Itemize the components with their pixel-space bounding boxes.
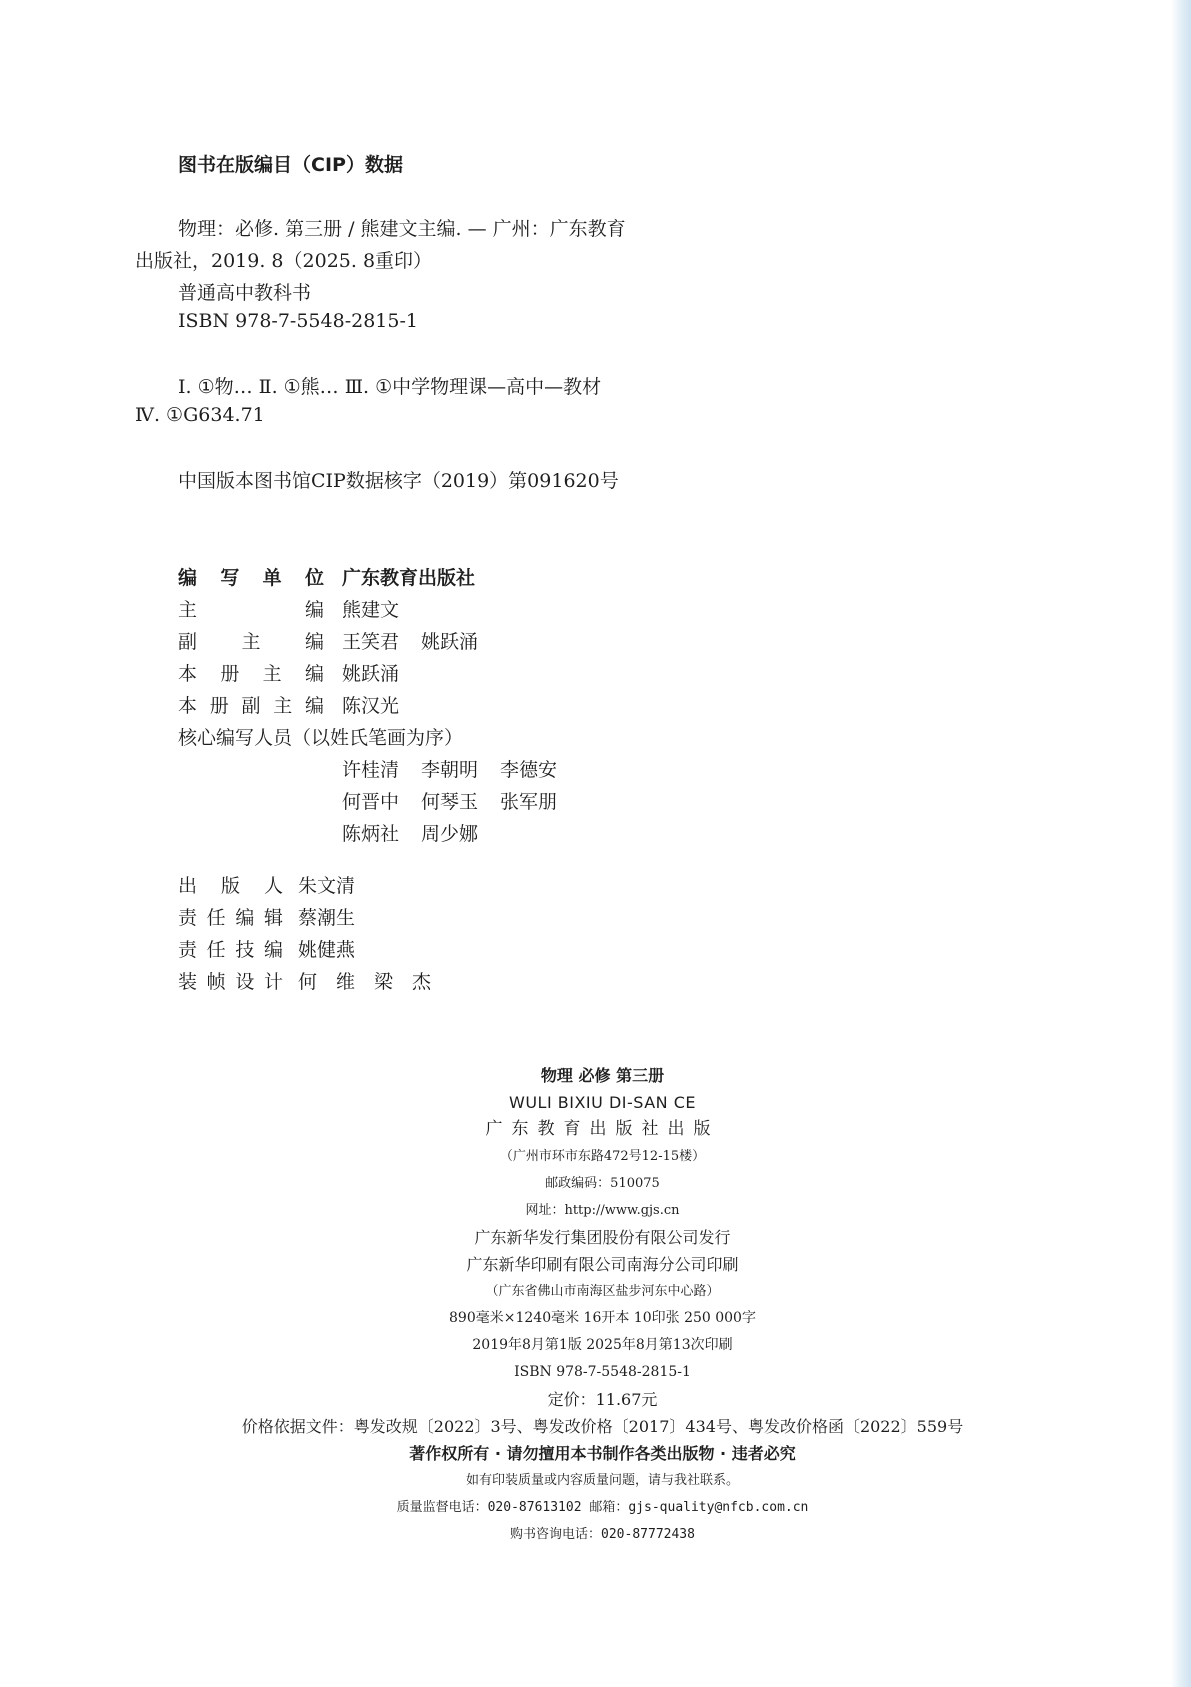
credit-name: 姚健燕 [298, 938, 356, 961]
book-title-pinyin: WULI BIXIU DI-SAN CE [509, 1093, 696, 1112]
credit-name: 姚跃涌 [342, 662, 400, 685]
publisher-line: 广东教育出版社出版 [485, 1119, 720, 1139]
cip-entry-line2: 出版社，2019. 8（2025. 8重印） [135, 250, 433, 272]
credit-label: 责 任 编 辑 [178, 906, 283, 929]
colophon-isbn: ISBN 978-7-5548-2815-1 [514, 1364, 691, 1380]
credit-label: 主 编 [178, 598, 324, 621]
cip-subject-line2: Ⅳ. ①G634.71 [135, 404, 265, 426]
credit-name: 何晋中 [342, 790, 400, 813]
page-edge-gradient [1171, 0, 1191, 1687]
printer-address: （广东省佛山市南海区盐步河东中心路） [485, 1284, 720, 1299]
credit-row-tech-editor [178, 932, 698, 964]
credit-label: 副 主 编 [178, 630, 324, 653]
cip-heading: 图书在版编目（CIP）数据 [178, 154, 403, 176]
cip-series: 普通高中教科书 [178, 282, 312, 304]
purchase-phone: 购书咨询电话：020-87772438 [510, 1527, 695, 1542]
price-basis: 价格依据文件：粤发改规〔2022〕3号、粤发改价格〔2017〕434号、粤发改价格函〔2022〕559号 [241, 1417, 964, 1436]
credit-label: 编 写 单 位 [178, 566, 324, 589]
cip-record-number: 中国版本图书馆CIP数据核字（2019）第091620号 [178, 470, 619, 492]
credit-label: 出 版 人 [178, 874, 283, 897]
edition-info: 2019年8月第1版 2025年8月第13次印刷 [472, 1337, 733, 1353]
core-writers-row [178, 784, 698, 816]
credit-row-editor-in-charge [178, 900, 698, 932]
cip-subject-line1: Ⅰ. ①物… Ⅱ. ①熊… Ⅲ. ①中学物理课—高中—教材 [178, 376, 602, 398]
print-specs: 890毫米×1240毫米 16开本 10印张 250 000字 [449, 1310, 756, 1326]
credit-name: 蔡潮生 [298, 906, 356, 929]
credit-label: 装 帧 设 计 [178, 970, 283, 993]
price: 定价：11.67元 [547, 1390, 658, 1409]
credit-name: 熊建文 [342, 598, 400, 621]
credit-name: 何 维 梁 杰 [298, 970, 432, 993]
printer: 广东新华印刷有限公司南海分公司印刷 [466, 1255, 739, 1274]
postcode: 邮政编码：510075 [545, 1176, 660, 1191]
credit-name: 朱文清 [298, 874, 356, 897]
credit-row-deputy-chief [178, 624, 698, 656]
credit-name: 王笑君 [342, 630, 400, 653]
credit-name: 李德安 [500, 758, 558, 781]
cip-isbn: ISBN 978-7-5548-2815-1 [178, 310, 418, 332]
credit-value: 广东教育出版社 [342, 566, 476, 589]
cip-entry-line1: 物理：必修. 第三册 / 熊建文主编. — 广州：广东教育 [178, 218, 626, 240]
credit-label: 本 册 主 编 [178, 662, 324, 685]
credit-row-chief-editor [178, 592, 698, 624]
credit-row-publisher-person [178, 868, 698, 900]
credit-row-unit [178, 560, 698, 592]
credit-name: 何琴玉 [421, 790, 479, 813]
credit-name: 周少娜 [421, 822, 479, 845]
quality-contact: 质量监督电话：020-87613102 邮箱：gjs-quality@nfcb.com.cn [396, 1500, 809, 1515]
core-writers-heading: 核心编写人员（以姓氏笔画为序） [178, 726, 464, 749]
core-writers-row [178, 816, 698, 848]
website: 网址：http://www.gjs.cn [525, 1203, 680, 1218]
credit-name: 陈炳社 [342, 822, 400, 845]
credit-name: 张军朋 [500, 790, 558, 813]
publisher-address: （广州市环市东路472号12-15楼） [499, 1149, 706, 1164]
core-writers-row [178, 752, 698, 784]
credit-row-volume-deputy [178, 688, 698, 720]
credit-label: 责 任 技 编 [178, 938, 283, 961]
credits-section [178, 560, 698, 996]
colophon [200, 1062, 1005, 1548]
copyright-notice: 著作权所有 · 请勿擅用本书制作各类出版物 · 违者必究 [409, 1444, 796, 1463]
credit-name: 姚跃涌 [421, 630, 479, 653]
credit-name: 许桂清 [342, 758, 400, 781]
credit-row-design [178, 964, 698, 996]
credit-label: 本 册 副 主 编 [178, 694, 324, 717]
distributor: 广东新华发行集团股份有限公司发行 [474, 1228, 731, 1247]
credit-row-volume-editor [178, 656, 698, 688]
credit-name: 李朝明 [421, 758, 479, 781]
credit-name: 陈汉光 [342, 694, 400, 717]
quality-note: 如有印装质量或内容质量问题，请与我社联系。 [465, 1473, 739, 1488]
book-title: 物理 必修 第三册 [540, 1066, 665, 1085]
